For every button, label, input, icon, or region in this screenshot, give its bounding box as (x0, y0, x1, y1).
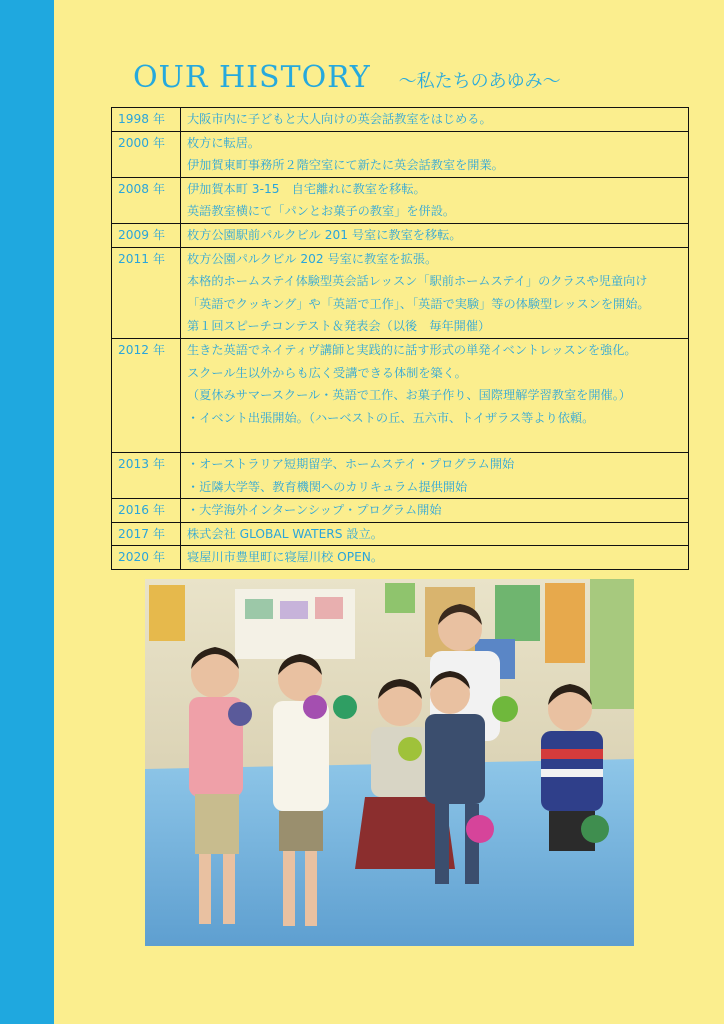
children-photo (145, 579, 634, 946)
history-row (112, 546, 689, 570)
history-year: 2013 年 (112, 452, 181, 498)
history-event-line: 「英語でクッキング」や「英語で工作」、「英語で実験」等の体験型レッスンを開始。 (187, 296, 650, 311)
history-event-line: 伊加賀東町事務所２階空室にて新たに英会話教室を開業。 (187, 158, 504, 173)
photo-image (145, 579, 634, 946)
history-row (112, 131, 689, 177)
history-event-line: 本格的ホームステイ体験型英会話レッスン「駅前ホームステイ」のクラスや児童向け (187, 274, 648, 289)
history-year: 2008 年 (112, 177, 181, 223)
history-year: 2020 年 (112, 546, 181, 570)
history-event-line: ・近隣大学等、教育機関へのカリキュラム提供開始 (187, 479, 468, 494)
history-row (112, 338, 689, 452)
history-row (112, 223, 689, 247)
history-table (111, 107, 689, 570)
history-event-line: 大阪市内に子どもと大人向けの英会話教室をはじめる。 (187, 112, 492, 126)
history-year: 2017 年 (112, 522, 181, 546)
history-row (112, 499, 689, 523)
history-event-line: 第１回スピーチコンテスト＆発表会（以後 毎年開催） (187, 319, 491, 334)
history-events (181, 108, 689, 132)
history-event-line: 枚方に転居。 (187, 135, 261, 150)
history-event-line: 枚方公園パルクビル 202 号室に教室を拡張。 (187, 251, 438, 266)
history-row (112, 108, 689, 132)
history-events (181, 522, 689, 546)
history-events (181, 452, 689, 498)
history-event-line: （夏休みサマースクール・英語で工作、お菓子作り、国際理解学習教室を開催。） (187, 388, 631, 403)
history-year: 2009 年 (112, 223, 181, 247)
history-row (112, 522, 689, 546)
history-event-line: ・オーストラリア短期留学、ホームステイ・プログラム開始 (187, 456, 515, 471)
history-events (181, 546, 689, 570)
history-event-line: ・大学海外インターンシップ・プログラム開始 (187, 503, 442, 518)
history-year: 2011 年 (112, 247, 181, 338)
history-event-line: スクール生以外からも広く受講できる体制を築く。 (187, 365, 467, 380)
history-event-line: 英語教室横にて「パンとお菓子の教室」を併設。 (187, 204, 456, 219)
history-event-line: 伊加賀本町 3-15 自宅離れに教室を移転。 (187, 181, 426, 196)
history-event-line: 株式会社 GLOBAL WATERS 設立。 (187, 526, 383, 541)
history-event-line: 生きた英語でネイティヴ講師と実践的に話す形式の単発イベントレッスンを強化。 (187, 342, 637, 357)
history-event-line: 枚方公園駅前パルクビル 201 号室に教室を移転。 (187, 227, 462, 242)
history-year: 2000 年 (112, 131, 181, 177)
page-title (133, 60, 561, 100)
history-events (181, 338, 689, 452)
history-event-line (187, 429, 682, 452)
history-year: 2012 年 (112, 338, 181, 452)
history-events (181, 131, 689, 177)
history-row (112, 452, 689, 498)
title-sub: ～私たちのあゆみ～ (398, 71, 561, 92)
history-events (181, 247, 689, 338)
title-main: OUR HISTORY (133, 60, 371, 95)
history-events (181, 499, 689, 523)
history-row (112, 177, 689, 223)
history-event-line: 寝屋川市豊里町に寝屋川校 OPEN。 (187, 550, 384, 565)
history-row (112, 247, 689, 338)
side-bar (0, 0, 54, 1024)
history-events (181, 223, 689, 247)
history-year: 2016 年 (112, 499, 181, 523)
history-event-line: ・イベント出張開始。（ハーベストの丘、五六市、トイザラス等より依頼。 (187, 410, 595, 425)
history-events (181, 177, 689, 223)
history-year: 1998 年 (112, 108, 181, 132)
